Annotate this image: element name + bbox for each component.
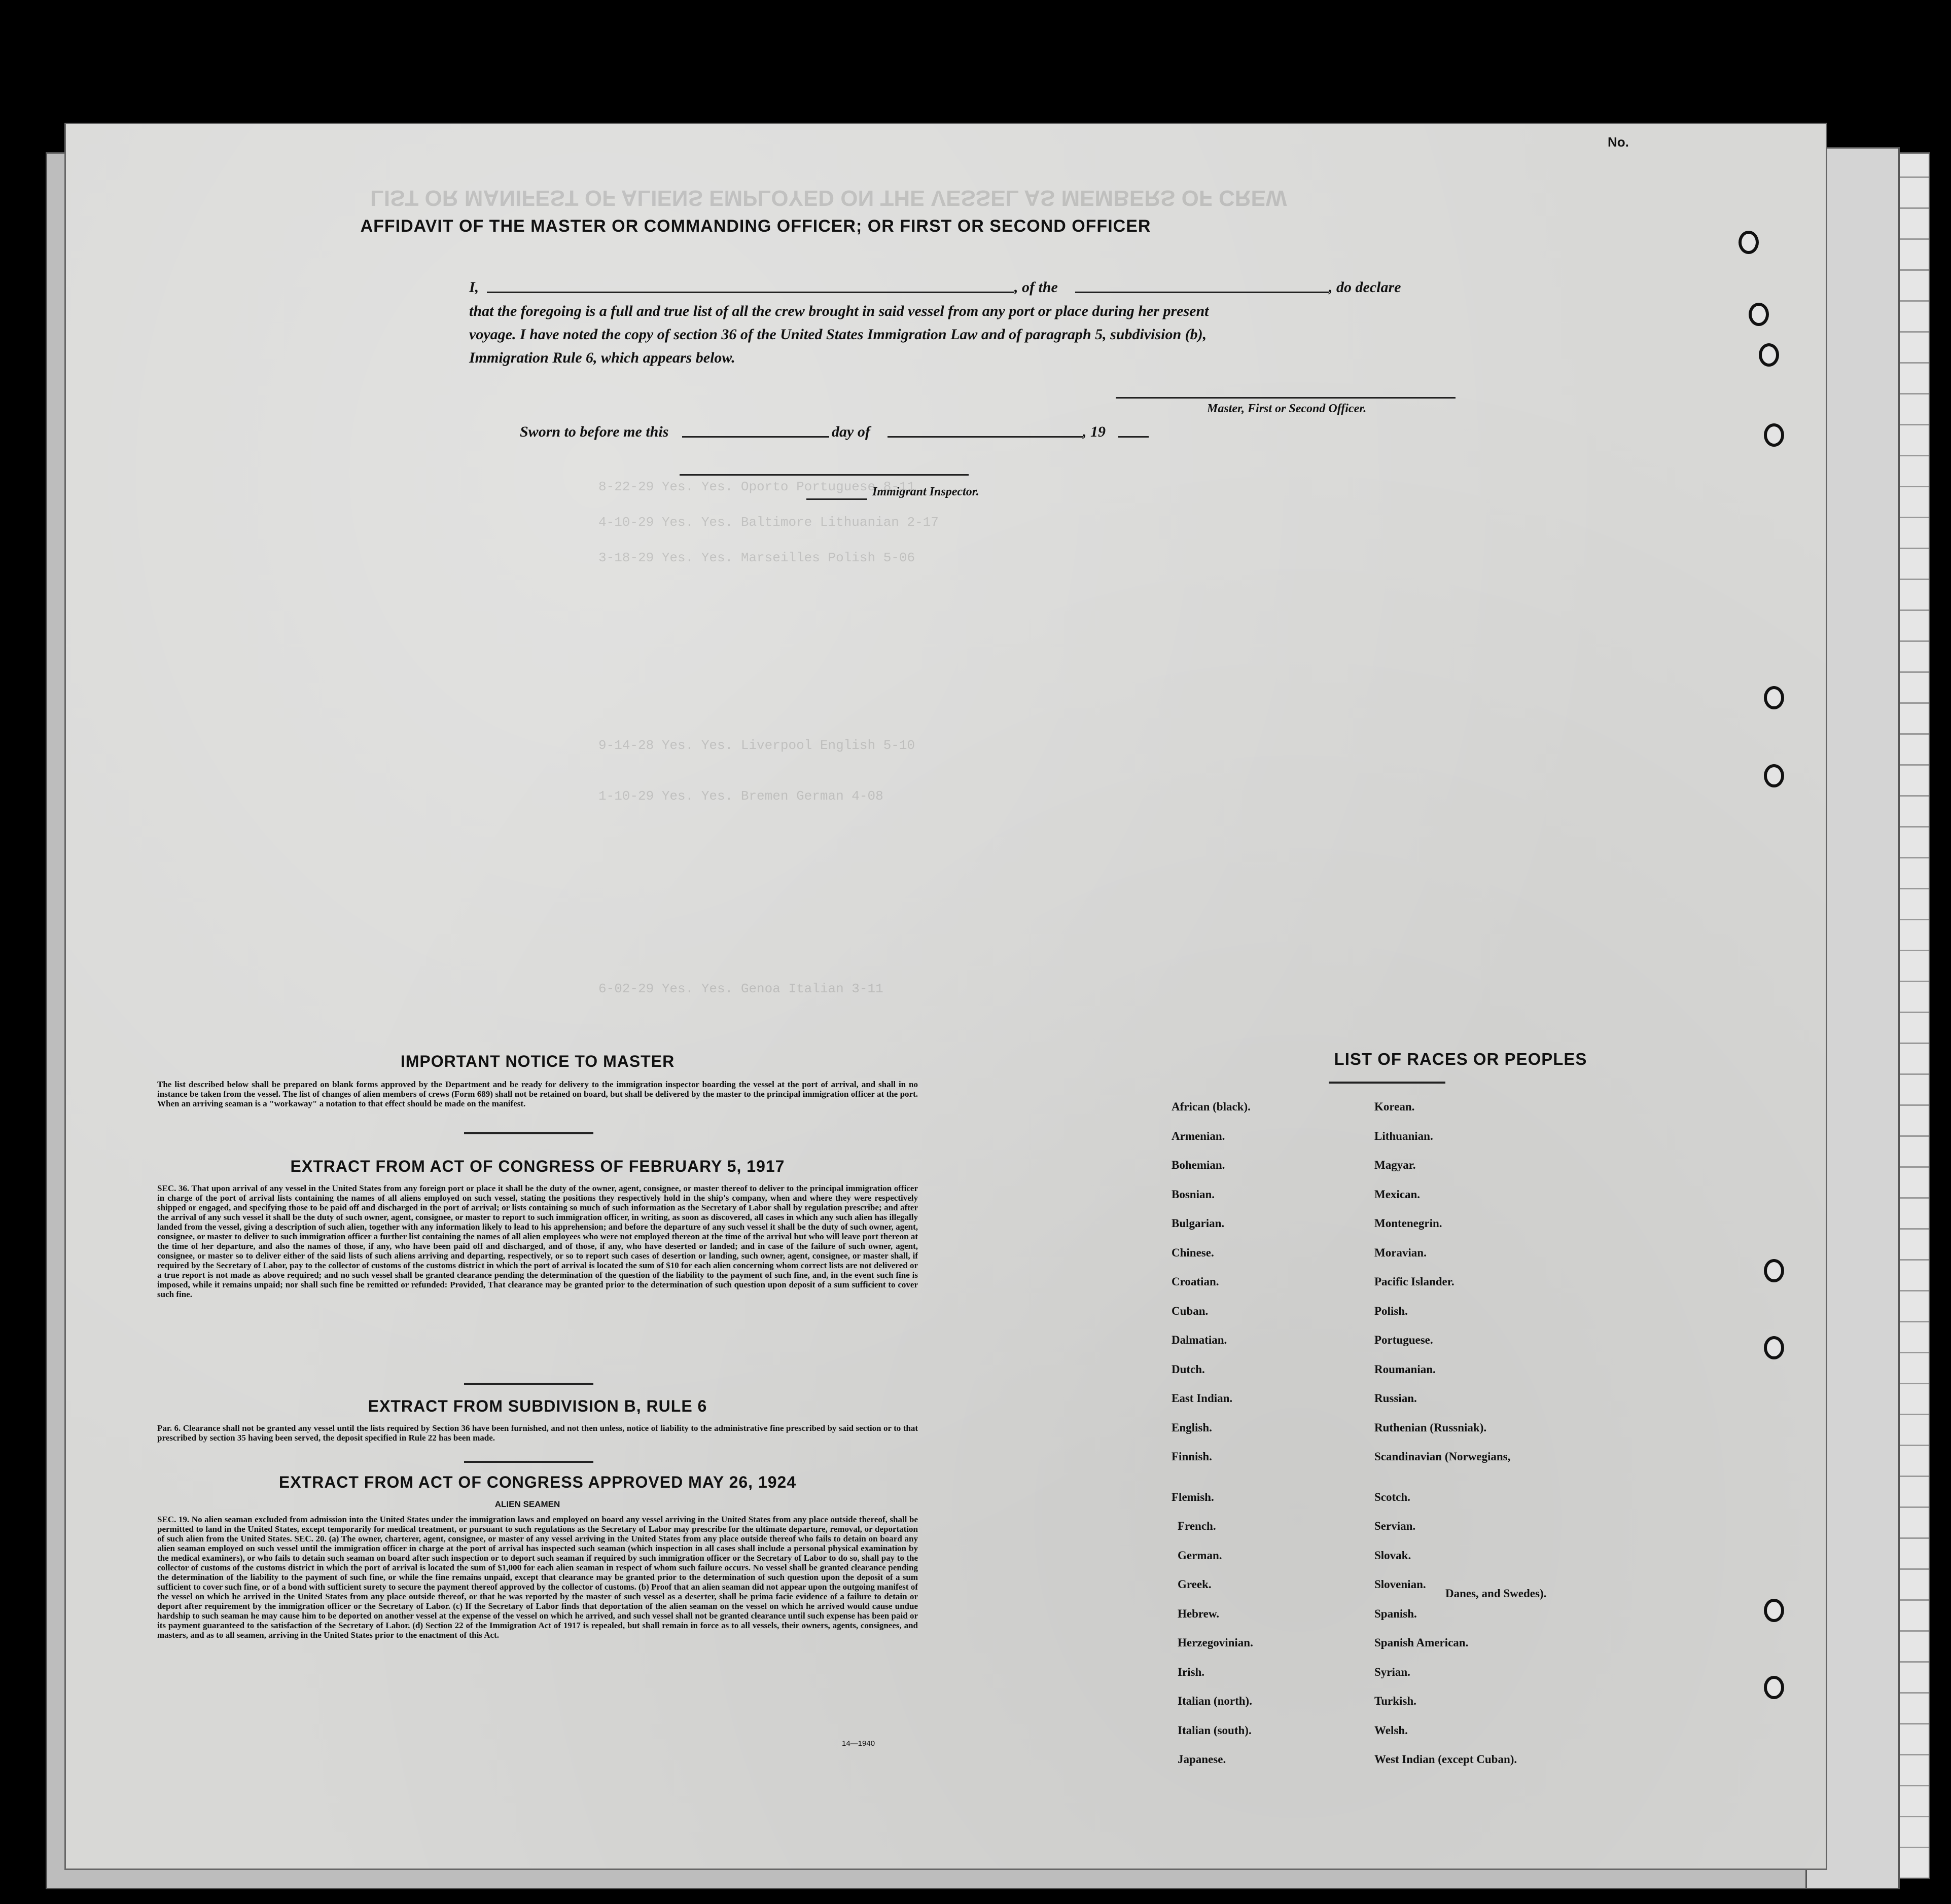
race-item: Japanese. xyxy=(1178,1753,1226,1766)
extract-1924-subtitle: ALIEN SEAMEN xyxy=(494,1499,560,1509)
race-item: Scandinavian (Norwegians, xyxy=(1374,1450,1511,1463)
sworn-label: Sworn to before me this xyxy=(520,423,669,440)
race-item: Irish. xyxy=(1178,1666,1205,1678)
bleed-through-row: 1-10-29 Yes. Yes. Bremen German 4-08 xyxy=(598,788,883,804)
signature-blank xyxy=(1116,397,1456,399)
race-item: Italian (south). xyxy=(1178,1724,1252,1737)
race-item: Moravian. xyxy=(1374,1246,1427,1259)
affidavit-line2: that the foregoing is a full and true list of all the crew brought in said vessel from any port or place during her present xyxy=(469,303,1209,319)
race-item: Pacific Islander. xyxy=(1374,1275,1455,1288)
divider xyxy=(1329,1082,1445,1084)
race-item: Ruthenian (Russniak). xyxy=(1374,1421,1487,1434)
race-item: Portuguese. xyxy=(1374,1334,1433,1346)
affidavit-line4: Immigration Rule 6, which appears below. xyxy=(469,349,735,366)
signature-label: Master, First or Second Officer. xyxy=(1207,402,1367,415)
race-item: Croatian. xyxy=(1172,1275,1219,1288)
race-item: Finnish. xyxy=(1172,1450,1212,1463)
race-item: Chinese. xyxy=(1172,1246,1214,1259)
divider xyxy=(464,1383,593,1385)
race-item: German. xyxy=(1178,1549,1222,1562)
race-item: Bulgarian. xyxy=(1172,1217,1225,1230)
race-item: Italian (north). xyxy=(1178,1695,1252,1707)
inspector-label: Immigrant Inspector. xyxy=(872,485,979,498)
extract-1917-text: SEC. 36. That upon arrival of any vessel in the United States from any foreign port or place it shall be the duty of the owner, agent, consignee, or master thereof to deliver to the principal immigration officer in charge of the port of arrival lists containing the names of all aliens employed on such vessel, stating the positions they respectively hold in the ship's company, when and where they were respectively shipped or engaged, and specifying those to be paid off and discharged in the port of arrival; or lists containing so much of such information as the Secretary of Labor shall by regulation prescribe; and after the arrival of any such vessel it shall be the duty of such owner, agent, consignee, or master to report to such immigration officer, in writing, as soon as discovered, all cases in which any such alien has illegally landed from the vessel, giving a description of such alien, together with any information likely to lead to his apprehension; and before the departure of any such vessel it shall be the duty of such owner, agent, consignee, or master to deliver to such immigration officer a further list containing the names of all alien employees who were not employed thereon at the time of the arrival but who will leave port thereon at the time of her departure, and also the names of those, if any, who have been paid off and discharged, and of those, if any, who have deserted or landed; and in case of the failure of such owner, agent, consignee, or master so to deliver either of the said lists of such aliens arriving and departing, respectively, or so to report such cases of desertion or landing, such owner, agent, consignee, or master shall, if required by the Secretary of Labor, pay to the collector of customs of the customs district in which the port of arrival is located the sum of $10 for each alien concerning whom correct lists are not delivered or a true report is not made as above required; and no such vessel shall be granted clearance pending the determination of the question of the liability to the payment of such fine, and, in the event such fine is imposed, while it remains unpaid; nor shall such fine be remitted or refunded: Provided, That clearance may be granted prior to the determination of such question upon deposit of a sum sufficient to cover such fine. xyxy=(157,1183,918,1299)
binder-hole xyxy=(1764,1676,1784,1699)
binder-hole xyxy=(1764,423,1784,447)
race-item: Spanish American. xyxy=(1374,1636,1469,1649)
race-item: Servian. xyxy=(1374,1520,1416,1532)
binder-hole xyxy=(1764,1336,1784,1359)
corner-note: No. xyxy=(1608,134,1629,150)
binder-hole xyxy=(1749,303,1769,326)
binder-hole xyxy=(1759,343,1779,367)
race-item: Dalmatian. xyxy=(1172,1334,1227,1346)
extract-rule6-text: Par. 6. Clearance shall not be granted any vessel until the lists required by Section 36 have been furnished, and not then unless, notice of liability to the administrative fine prescribed by said section or to that prescribed by section 35 having been served, the deposit specified in Rule 22 has been made. xyxy=(157,1423,918,1443)
bleed-through-row: 3-18-29 Yes. Yes. Marseilles Polish 5-06 xyxy=(598,550,915,565)
divider xyxy=(464,1132,593,1134)
binder-hole xyxy=(1764,764,1784,787)
notice-title: IMPORTANT NOTICE TO MASTER xyxy=(400,1052,675,1070)
sworn-year-blank xyxy=(1118,436,1149,438)
extract-rule6-title: EXTRACT FROM SUBDIVISION B, RULE 6 xyxy=(368,1397,707,1415)
race-item: Dutch. xyxy=(1172,1363,1205,1376)
race-item: African (black). xyxy=(1172,1100,1251,1113)
race-item: Magyar. xyxy=(1374,1159,1416,1171)
binder-hole xyxy=(1739,231,1759,254)
race-item: Montenegrin. xyxy=(1374,1217,1442,1230)
race-item: Bohemian. xyxy=(1172,1159,1225,1171)
race-item: Roumanian. xyxy=(1374,1363,1436,1376)
bleed-through-row: 8-22-29 Yes. Yes. Oporto Portuguese 8-11 xyxy=(598,479,915,494)
affidavit-line1-start: I, xyxy=(469,279,479,296)
extract-1917-title: EXTRACT FROM ACT OF CONGRESS OF FEBRUARY 5, 1917 xyxy=(290,1157,785,1175)
race-item: Korean. xyxy=(1374,1100,1415,1113)
race-item: Lithuanian. xyxy=(1374,1130,1433,1142)
race-item: Cuban. xyxy=(1172,1305,1209,1317)
race-item: Bosnian. xyxy=(1172,1188,1215,1201)
affidavit-line3: voyage. I have noted the copy of section 36 of the United States Immigration Law and of paragraph 5, subdivision (b), xyxy=(469,326,1207,343)
race-item: Herzegovinian. xyxy=(1178,1636,1253,1649)
race-item: Syrian. xyxy=(1374,1666,1410,1678)
affidavit-line1-mid: , of the xyxy=(1014,279,1058,296)
extract-1924-title: EXTRACT FROM ACT OF CONGRESS APPROVED MAY 26, 1924 xyxy=(278,1473,797,1491)
bleed-through-text: LIST OR MANIFEST OF ALIENS EMPLOYED ON THE VESSEL AS MEMBERS OF CREW xyxy=(370,186,1287,210)
race-item: Hebrew. xyxy=(1178,1607,1219,1620)
name-blank xyxy=(487,292,1014,293)
race-item: Armenian. xyxy=(1172,1130,1225,1142)
divider xyxy=(464,1461,593,1463)
race-item: Welsh. xyxy=(1374,1724,1408,1737)
race-item: Mexican. xyxy=(1374,1188,1421,1201)
affidavit-title: AFFIDAVIT OF THE MASTER OR COMMANDING OFFICER; OR FIRST OR SECOND OFFICER xyxy=(360,217,1151,236)
bleed-through-row: 9-14-28 Yes. Yes. Liverpool English 5-10 xyxy=(598,738,915,753)
race-item: Turkish. xyxy=(1374,1695,1416,1707)
bleed-through-row: 4-10-29 Yes. Yes. Baltimore Lithuanian 2-17 xyxy=(598,515,939,530)
inspector-dash xyxy=(806,498,867,500)
race-item: East Indian. xyxy=(1172,1392,1233,1405)
extract-1924-text: SEC. 19. No alien seaman excluded from admission into the United States under the immigration laws and employed on board any vessel arriving in the United States from any place outside thereof, shall be permitted to land in the United States, except temporarily for medical treatment, or pursuant to such regulations as the Secretary of Labor may prescribe for the ultimate departure, removal, or deportation of such alien from the United States. SEC. 20. (a) The owner, charterer, agent, consignee, or master of any vessel arriving in the United States from any place outside thereof who fails to detain on board any alien seaman employed on such vessel until the immigration officer in charge at the port of arrival has inspected such seaman (which inspection in all cases shall include a personal physical examination by the medical examiners), or who fails to detain such seaman on board after such inspection or to deport such seaman if required by such immigration officer or the Secretary of Labor to do so, shall pay to the collector of customs of the customs district in which the port of arrival is located the sum of $1,000 for each alien seaman in respect of whom such failure occurs. No vessel shall be granted clearance pending the determination of the liability to the payment of such fine, or while the fine remains unpaid, except that clearance may be granted prior to the determination of such question upon the deposit of a sum sufficient to cover such fine, or of a bond with sufficient surety to secure the payment thereof approved by the collector of customs. (b) Proof that an alien seaman did not appear upon the outgoing manifest of the vessel on which he arrived in the United States from any place outside thereof, or that he was reported by the master of such vessel as a deserter, shall be prima facie evidence of a failure to detain or deport after requirement by the immigration officer or the Secretary of Labor. (c) If the Secretary of Labor finds that deportation of the alien seaman on the vessel on which he arrived would cause undue hardship to such seaman he may cause him to be deported on another vessel at the expense of the vessel on which he arrived, and such vessel shall not be granted clearance until such expense has been paid or its payment guaranteed to the satisfaction of the Secretary of Labor. (d) Section 22 of the Immigration Act of 1917 is repealed, but shall remain in force as to all vessels, their owners, agents, consignees, and masters, and as to all seamen, arriving in the United States prior to the enactment of this Act. xyxy=(157,1515,918,1640)
sworn-year-label: , 19 xyxy=(1083,423,1106,440)
sworn-month-blank xyxy=(888,436,1083,438)
sworn-day-blank xyxy=(682,436,829,438)
race-item: West Indian (except Cuban). xyxy=(1374,1753,1517,1766)
race-item: Slovak. xyxy=(1374,1549,1411,1562)
binder-hole xyxy=(1764,686,1784,709)
bleed-through-row: 6-02-29 Yes. Yes. Genoa Italian 3-11 xyxy=(598,981,883,996)
race-item: Slovenian. xyxy=(1374,1578,1426,1591)
race-item: Flemish. xyxy=(1172,1491,1214,1503)
race-item: Russian. xyxy=(1374,1392,1417,1405)
race-item: Greek. xyxy=(1178,1578,1212,1591)
race-item-continuation: Danes, and Swedes). xyxy=(1445,1587,1547,1600)
race-item: French. xyxy=(1178,1520,1216,1532)
binder-hole xyxy=(1764,1259,1784,1282)
sworn-day-label: day of xyxy=(832,423,870,440)
affidavit-line1-end: , do declare xyxy=(1329,279,1401,296)
vessel-blank xyxy=(1075,292,1329,293)
binder-hole xyxy=(1764,1599,1784,1622)
document-page xyxy=(66,124,1826,1869)
form-number: 14—1940 xyxy=(842,1739,875,1748)
races-title: LIST OF RACES OR PEOPLES xyxy=(1334,1050,1587,1068)
race-item: Scotch. xyxy=(1374,1491,1410,1503)
race-item: Polish. xyxy=(1374,1305,1408,1317)
race-item: Spanish. xyxy=(1374,1607,1417,1620)
inspector-signature-blank xyxy=(680,474,969,476)
notice-text: The list described below shall be prepared on blank forms approved by the Department and be ready for delivery to the immigration inspector boarding the vessel at the port of arrival, and shall in no instance be taken from the vessel. The list of changes of alien members of crews (Form 689) shall not be retained on board, but shall be delivered by the master to the principal immigration officer at the port. When an arriving seaman is a "workaway" a notation to that effect should be made on the manifest. xyxy=(157,1080,918,1108)
race-item: English. xyxy=(1172,1421,1212,1434)
